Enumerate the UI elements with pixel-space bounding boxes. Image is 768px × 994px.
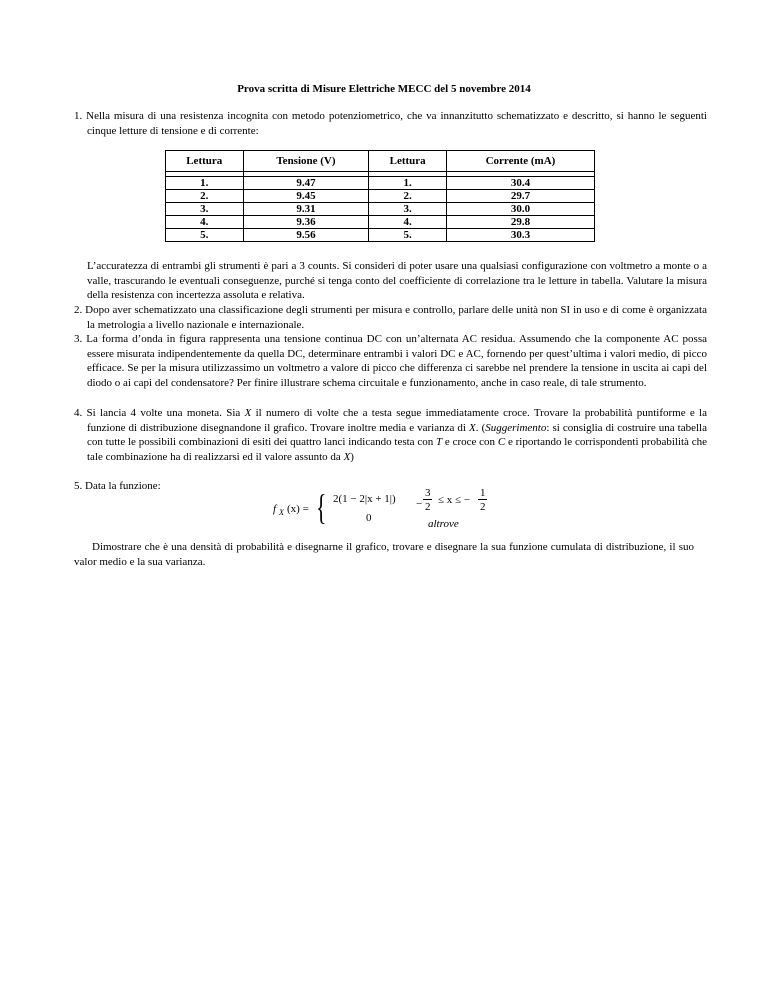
table-cell: 30.0: [446, 203, 594, 216]
table-row: [166, 229, 595, 242]
formula-frac-den: 2: [480, 501, 486, 513]
formula-subscript: X: [279, 508, 284, 517]
table-cell: 9.36: [243, 216, 369, 229]
formula-case-1: 2(1 − 2|x + 1|): [333, 493, 396, 505]
table-row: [166, 190, 595, 203]
table-cell: 30.3: [446, 229, 594, 242]
table-cell: 29.8: [446, 216, 594, 229]
question-5-notes: Dimostrare che è una densità di probabilità e disegnarne il grafico, trovare e disegnare la sua funzione cumulata di distribuzione, il suo valor medio e la sua varianza.: [74, 541, 694, 568]
density-formula: [273, 487, 513, 530]
question-4-text: 4. Si lancia 4 volte una moneta. Sia X il numero di volte che a testa segue immediatamente croce. Trovare la probabilità puntiforme e la funzione di distribuzione disegnandone il grafico. Trovare inoltre media e varianza di X. (Suggerimento: si consiglia di costruire una tabella con tutte le possibili combinazioni di esiti dei quattro lanci indicando testa con T e croce con C e riportando le corrispondenti probabilità che tale combinazione ha di realizzarsi ed il valore assunto da X): [74, 407, 707, 463]
table-cell: 3.: [166, 203, 244, 216]
table-row: [166, 177, 595, 190]
question-3-text: 3. La forma d’onda in figura rappresenta una tensione continua DC con un’alternata AC residua. Assumendo che la componente AC possa essere misurata indipendentemente da quella DC, determinare entrambi i valori DC e AC, fornendo per quest’ultima i valori medio, di picco efficace. Se per la misura utilizzassimo un voltmetro a valore di picco che differenza ci sarebbe nel prendere la tensione in uscita ai capi del diodo o ai capi del condensatore? Per finire illustrare schema circuitale e funzionamento, anche in caso reale, di tale strumento.: [74, 333, 707, 389]
formula-cond-minus: −: [416, 498, 423, 510]
table-row: [166, 203, 595, 216]
table-cell: 9.45: [243, 190, 369, 203]
measurement-table: [165, 150, 595, 242]
table-cell: 1.: [369, 177, 447, 190]
question-2-text: 2. Dopo aver schematizzato una classificazione degli strumenti per misura e controllo, parlare delle unità non SI in uso e di come è organizzata la metrologia a livello nazionale e internazionale.: [74, 304, 707, 331]
fraction-bar: [423, 499, 432, 500]
formula-lhs: f: [273, 503, 277, 515]
formula-frac-num: 3: [425, 487, 431, 499]
table-cell: 5.: [166, 229, 244, 242]
formula-arg: (x) =: [287, 503, 309, 515]
fraction-bar: [478, 499, 487, 500]
table-cell: 2.: [166, 190, 244, 203]
table-cell: 29.7: [446, 190, 594, 203]
table-cell: 2.: [369, 190, 447, 203]
table-cell: 5.: [369, 229, 447, 242]
formula-case-2: 0: [366, 512, 372, 524]
column-header: Tensione (V): [243, 151, 369, 172]
formula-frac-num: 1: [480, 487, 486, 499]
table-cell: 1.: [166, 177, 244, 190]
page-title: Prova scritta di Misure Elettriche MECC del 5 novembre 2014: [237, 83, 531, 95]
table-cell: 30.4: [446, 177, 594, 190]
question-1-text: 1. Nella misura di una resistenza incognita con metodo potenziometrico, che va innanzitutto schematizzato e descritto, si hanno le seguenti cinque letture di tensione e di corrente:: [74, 110, 707, 137]
table-cell: 4.: [369, 216, 447, 229]
formula-cond-2: altrove: [428, 518, 459, 530]
column-header: Corrente (mA): [446, 151, 594, 172]
table-cell: 9.47: [243, 177, 369, 190]
question-1-notes: L’accuratezza di entrambi gli strumenti è pari a 3 counts. Si consideri di poter usare una qualsiasi configurazione con voltmetro a monte o a valle, trascurando le eventuali conseguenze, purché si tenga conto del coefficiente di correlazione tra le letture in tabella. Valutare la misura della resistenza con incertezza assoluta e relativa.: [87, 260, 707, 301]
table-row: [166, 216, 595, 229]
table-header-row: [166, 151, 595, 172]
table-cell: 4.: [166, 216, 244, 229]
table-cell: 9.56: [243, 229, 369, 242]
table-cell: 3.: [369, 203, 447, 216]
column-header: Lettura: [166, 151, 244, 172]
brace: {: [316, 487, 327, 527]
table-cell: 9.31: [243, 203, 369, 216]
question-5-text: 5. Data la funzione:: [74, 480, 161, 492]
formula-frac-den: 2: [425, 501, 431, 513]
column-header: Lettura: [369, 151, 447, 172]
formula-cond-mid: ≤ x ≤ −: [438, 494, 471, 506]
